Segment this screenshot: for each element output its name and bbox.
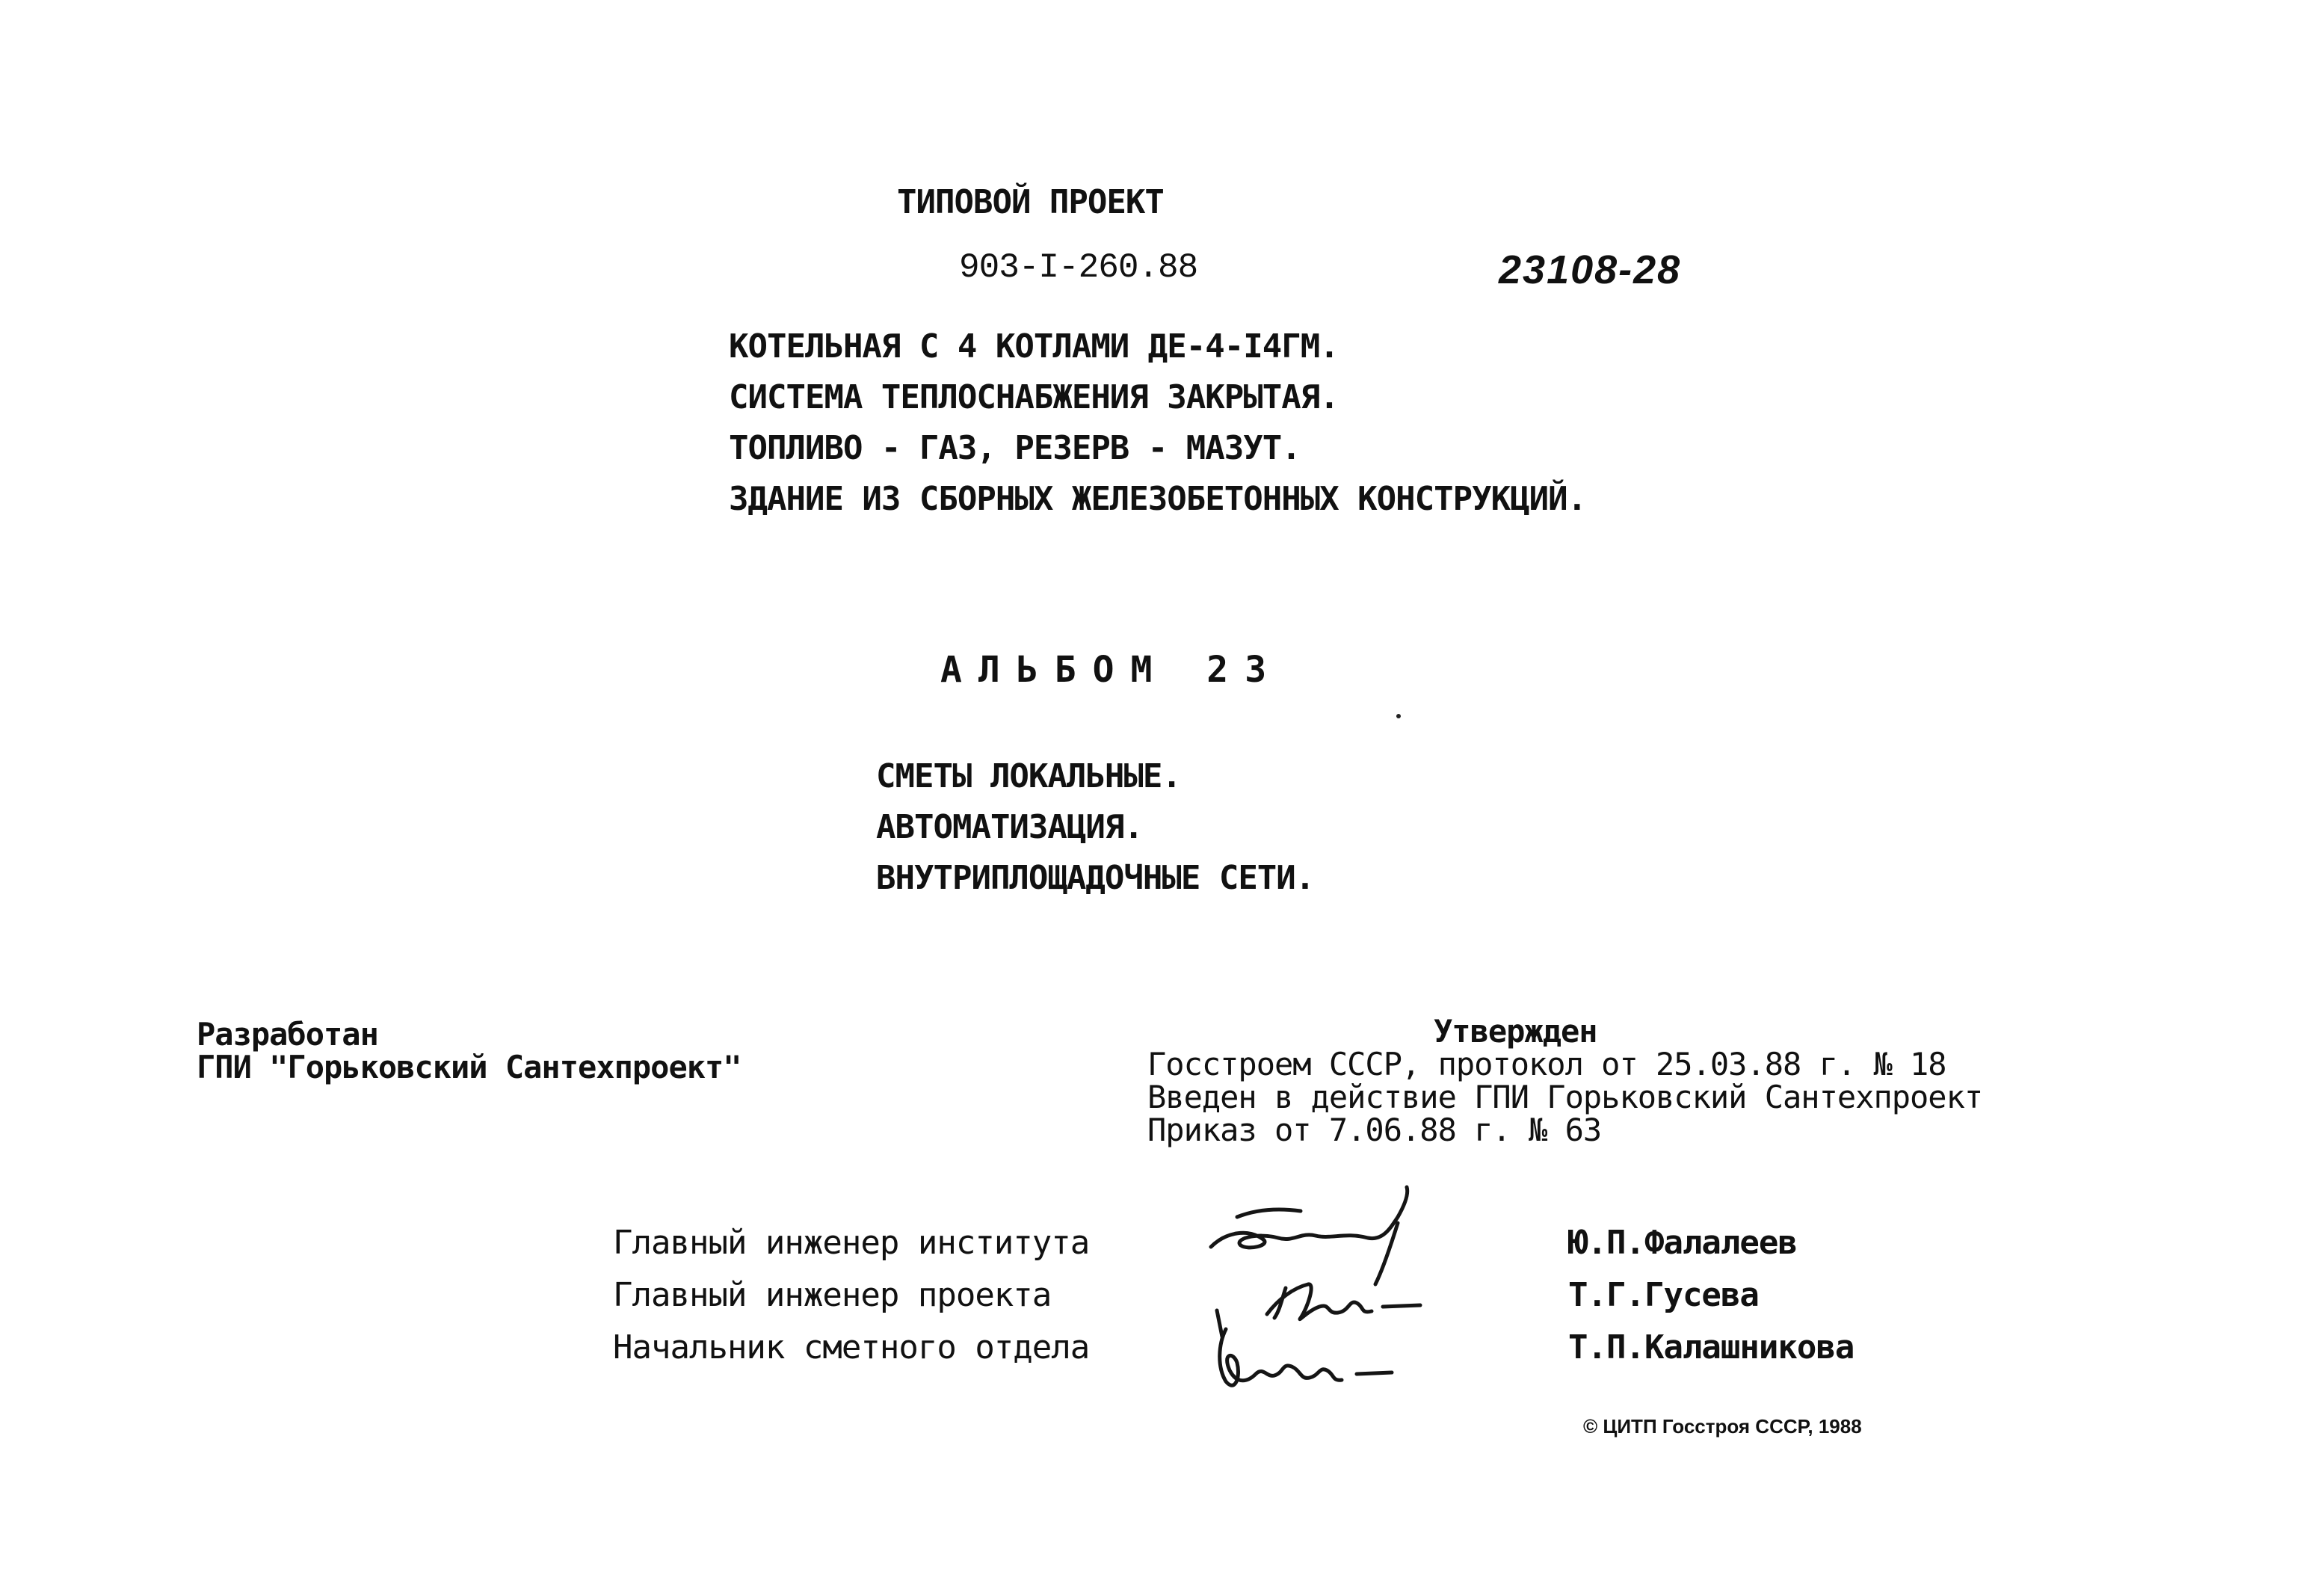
album-content-line: СМЕТЫ ЛОКАЛЬНЫЕ. (876, 757, 1181, 795)
copyright: © ЦИТП Госстроя СССР, 1988 (1583, 1415, 1862, 1438)
approved-block (1147, 1048, 1982, 1147)
signature-3 (1217, 1310, 1392, 1385)
signatory-position: Главный инженер проекта (613, 1276, 1052, 1314)
signatory-name: Ю.П.Фалалеев (1568, 1224, 1797, 1262)
signatory-names (1568, 1217, 1854, 1374)
approved-label: Утвержден (1434, 1013, 1597, 1050)
album-content-line: ВНУТРИПЛОЩАДОЧНЫЕ СЕТИ. (876, 859, 1315, 897)
description-line: СИСТЕМА ТЕПЛОСНАБЖЕНИЯ ЗАКРЫТАЯ. (729, 378, 1339, 416)
signatory-name: Т.П.Калашникова (1568, 1328, 1855, 1367)
signatory-name: Т.Г.Гусева (1568, 1276, 1759, 1314)
album-contents (876, 751, 1314, 904)
speck (1396, 714, 1401, 718)
approved-line: Госстроем СССР, протокол от 25.03.88 г. № 18 (1147, 1046, 1946, 1082)
signature-2 (1267, 1284, 1420, 1319)
handwritten-signatures (1196, 1157, 1510, 1404)
type-label: ТИПОВОЙ ПРОЕКТ (897, 183, 1164, 221)
project-description (729, 321, 1586, 525)
description-line: ТОПЛИВО - ГАЗ, РЕЗЕРВ - МАЗУТ. (729, 429, 1301, 467)
approved-line: Введен в действие ГПИ Горьковский Сантехпроект (1147, 1079, 1983, 1115)
developed-block (197, 1018, 742, 1084)
stamp-number: 23108-28 (1499, 247, 1682, 292)
description-line: КОТЕЛЬНАЯ С 4 КОТЛАМИ ДЕ-4-I4ГМ. (729, 327, 1339, 366)
signatory-position: Главный инженер института (613, 1224, 1090, 1262)
description-line: ЗДАНИЕ ИЗ СБОРНЫХ ЖЕЛЕЗОБЕТОННЫХ КОНСТРУКЦИЙ. (729, 480, 1587, 518)
signatory-positions (613, 1217, 1089, 1374)
developed-label: Разработан (197, 1016, 378, 1053)
album-content-line: АВТОМАТИЗАЦИЯ. (876, 808, 1143, 846)
signature-1 (1211, 1187, 1408, 1284)
approved-line: Приказ от 7.06.88 г. № 63 (1147, 1112, 1602, 1148)
developed-org: ГПИ "Горьковский Сантехпроект" (197, 1049, 742, 1085)
project-number: 903-I-260.88 (959, 248, 1198, 287)
album-title: АЛЬБОМ 23 (940, 649, 1283, 691)
signatory-position: Начальник сметного отдела (613, 1328, 1090, 1367)
